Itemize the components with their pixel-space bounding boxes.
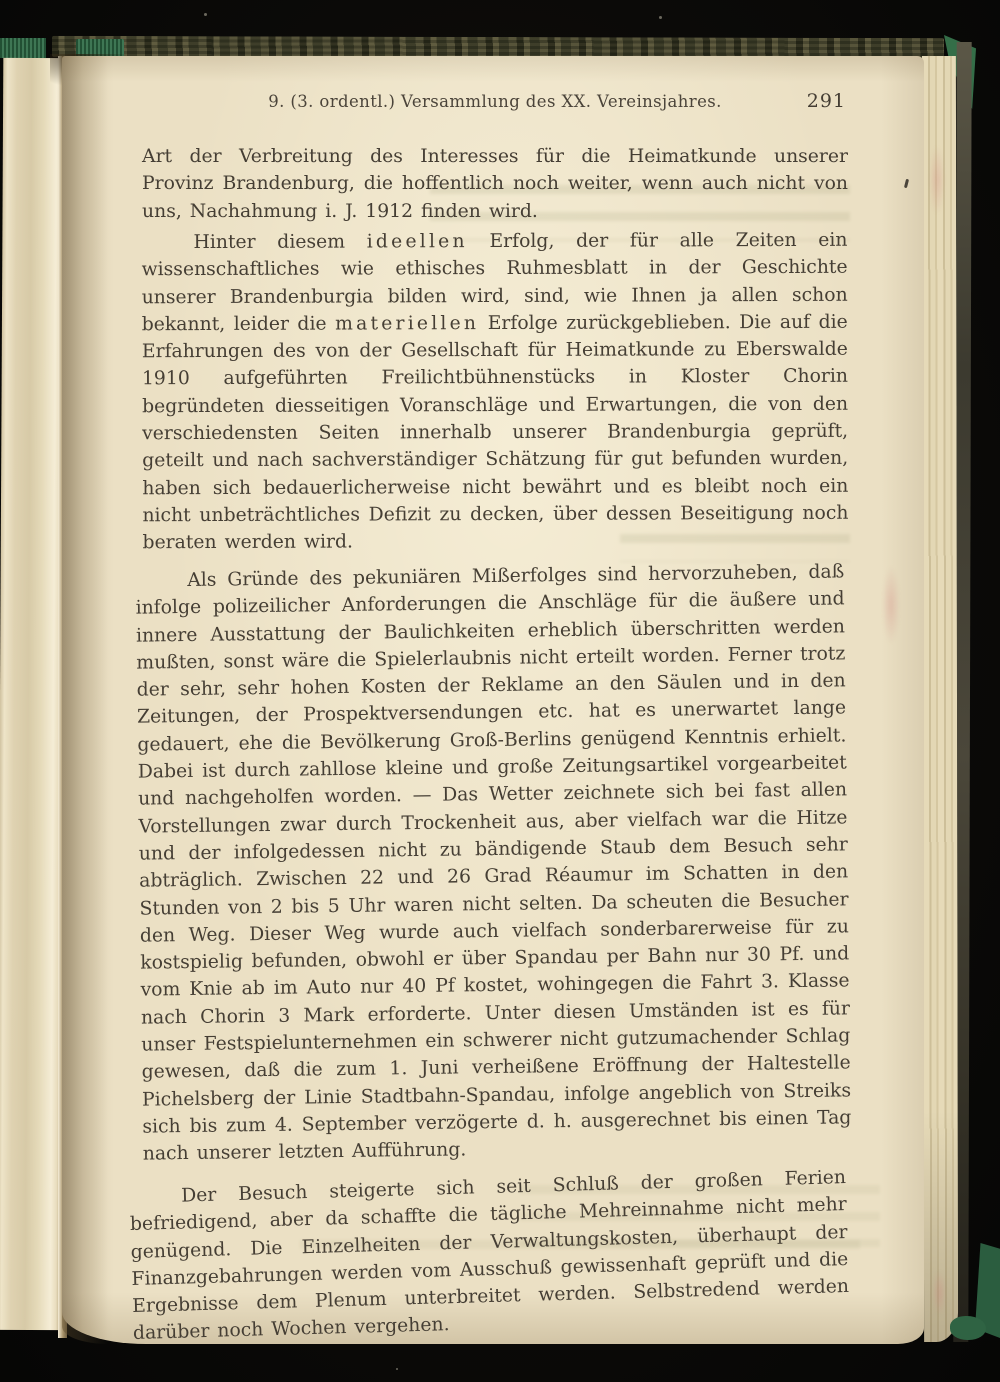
text-run: Erfolg, der für alle Zeiten ein wissenschaftliches wie ethisches Ruhmesblatt in der Geschichte unserer Brandenburgia bilden wird, sind, wie Ihnen ja allen schon bekannt, leider die [141,229,848,336]
running-header-row [142,92,848,116]
text-run: materiellen [335,312,480,335]
page-number: 291 [806,90,846,112]
facing-page-edge [0,58,66,1330]
page-body [129,143,852,1345]
text-run: Erfolge zurückgeblieben. Die auf die Erfahrungen des von der Gesellschaft für Heimatkunde zu Eberswalde 1910 aufgeführten Freilichtbühnenstücks in Kloster Chorin begründeten diesseitigen Voranschläge und Erwartungen, die von den verschiedensten Seiten innerhalb unserer Brandenburgia geprüft, geteilt und nach sachverständiger Schätzung für gut befunden wurden, haben sich bedauerlicherweise nicht bewährt und es bleibt noch ein nicht unbeträchtliches Defizit zu decken, über dessen Beseitigung noch beraten werden wird. [141,311,849,554]
running-header: 9. (3. ordentl.) Versammlung des XX. Vereinsjahres. [268,92,722,111]
text-run: Art der Verbreitung des Interesses für die Heimatkunde unserer Provinz Brandenburg, die hoffentlich noch weiter, wenn auch nicht von uns, Nachahmung i. J. 1912 finden wird. [142,146,848,222]
fore-edge-page-stack [922,56,958,1342]
book-page [62,56,924,1344]
text-run: ideellen [366,230,468,253]
paragraph [142,143,848,225]
dust-speck [204,13,207,16]
dust-speck [659,16,662,19]
paragraph [135,559,852,1169]
text-run: Hinter diesem [193,231,367,253]
dust-speck [396,1368,398,1370]
green-cloth-fragment-top-left [0,38,46,58]
paragraph [129,1164,850,1348]
text-run: Der Besuch steigerte sich seit Schluß der großen Ferien befriedigend, aber da schaffte die tägliche Mehreinnahme nicht mehr genügend. Die Einzelheiten der Verwaltungskosten, überhaupt der Finanzgebahrungen werden vom Ausschuß gewissenhaft geprüft und die Ergebnisse dem Plenum unterbreitet werden. Selbstredend werden darüber noch Wochen vergehen. [129,1167,850,1345]
gutter-shadow [62,56,108,1344]
green-cloth-blob-bottom-right [950,1316,986,1340]
text-run: Als Gründe des pekuniären Mißerfolges sind hervorzuheben, daß infolge polizeilicher Anforderungen die Anschläge für die äußere und innere Ausstattung der Baulichkeiten erheblich überschritten werden mußten, sonst wäre die Spielerlaubnis nicht erteilt worden. Ferner trotz der sehr, sehr hohen Kosten der Reklame an den Säulen und in den Zeitungen, der Prospektversendungen etc. hat es unerwartet lange gedauert, ehe die Bevölkerung Groß-Berlins genügend Kenntnis erhielt. Dabei ist durch zahllose kleine und große Zeitungsartikel vorgearbeitet und nachgeholfen worden. — Das Wetter zeichnete sich bei fast allen Vorstellungen zwar durch Trockenheit aus, aber vielfach war die Hitze und der infolgedessen nicht zu bändigende Staub dem Besuch sehr abträglich. Zwischen 22 und 26 Grad Réaumur im Schatten in den Stunden von 2 bis 5 Uhr waren nicht selten. Da scheuten die Besucher den Weg. Dieser Weg wurde auch vielfach sonderbarerweise für zu kostspielig befunden, obwohl er über Spandau per Bahn nur 30 Pf. und vom Knie ab im Auto nur 40 Pf kostet, wohingegen die Fahrt 3. Klasse nach Chorin 3 Mark erforderte. Unter diesen Umständen ist es für unser Festspielunternehmen ein schwerer nicht gutzumachender Schlag gewesen, daß die zum 1. Juni verheißene Eröffnung der Haltestelle Pichelsberg der Linie Stadtbahn-Spandau, infolge angeblich von Streiks sich bis zum 4. September verzögerte d. h. ausgerechnet bis einen Tag nach unserer letzten Aufführung. [135,561,852,1166]
ink-speck [904,179,909,188]
paragraph [141,227,848,557]
